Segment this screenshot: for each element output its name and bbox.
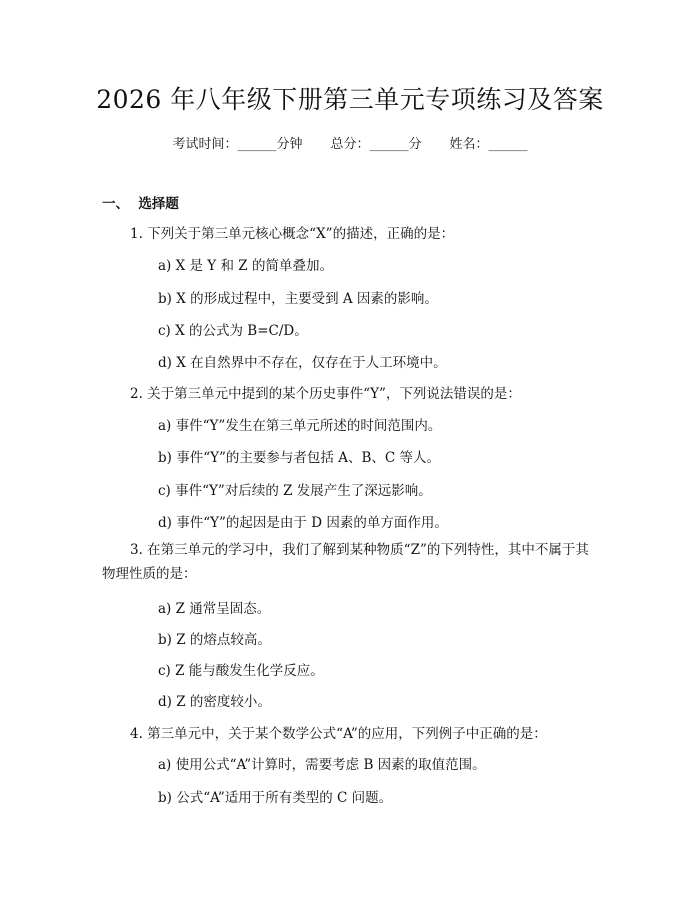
question-3-option-d: d) Z 的密度较小。 [158,694,271,710]
section-heading: 一、 选择题 [102,196,179,212]
question-2-option-b: b) 事件“Y”的主要参与者包括 A、B、C 等人。 [158,450,440,466]
question-1-option-c: c) X 的公式为 B=C/D。 [158,323,308,339]
question-2-option-a: a) 事件“Y”发生在第三单元所述的时间范围内。 [158,418,442,434]
question-3-option-b: b) Z 的熔点较高。 [158,632,271,648]
question-1-option-a: a) X 是 Y 和 Z 的简单叠加。 [158,258,333,274]
question-1-option-d: d) X 在自然界中不存在，仅存在于人工环境中。 [158,355,447,371]
exam-time-field: 考试时间：______分钟 [172,137,303,152]
question-2-stem: 2. 关于第三单元中提到的某个历史事件“Y”，下列说法错误的是： [130,386,521,402]
exam-info-line [0,133,700,152]
question-1-option-b: b) X 的形成过程中，主要受到 A 因素的影响。 [158,291,438,307]
question-3-stem: 3. 在第三单元的学习中，我们了解到某种物质“Z”的下列特性，其中不属于其物理性质的是： [102,542,589,582]
question-4-option-b: b) 公式“A”适用于所有类型的 C 问题。 [158,790,393,806]
question-3-option-a: a) Z 通常呈固态。 [158,601,271,617]
question-4-stem: 4. 第三单元中，关于某个数学公式“A”的应用，下列例子中正确的是： [130,726,547,742]
document-title: 2026 年八年级下册第三单元专项练习及答案 [96,85,604,114]
question-1-stem: 1. 下列关于第三单元核心概念“X”的描述，正确的是： [130,226,455,242]
student-name-field: 姓名：______ [449,137,528,152]
question-3-option-c: c) Z 能与酸发生化学反应。 [158,663,324,679]
total-score-field: 总分：______分 [330,137,422,152]
question-2-option-c: c) 事件“Y”对后续的 Z 发展产生了深远影响。 [158,483,432,499]
question-2-option-d: d) 事件“Y”的起因是由于 D 因素的单方面作用。 [158,515,448,531]
question-4-option-a: a) 使用公式“A”计算时，需要考虑 B 因素的取值范围。 [158,757,486,773]
